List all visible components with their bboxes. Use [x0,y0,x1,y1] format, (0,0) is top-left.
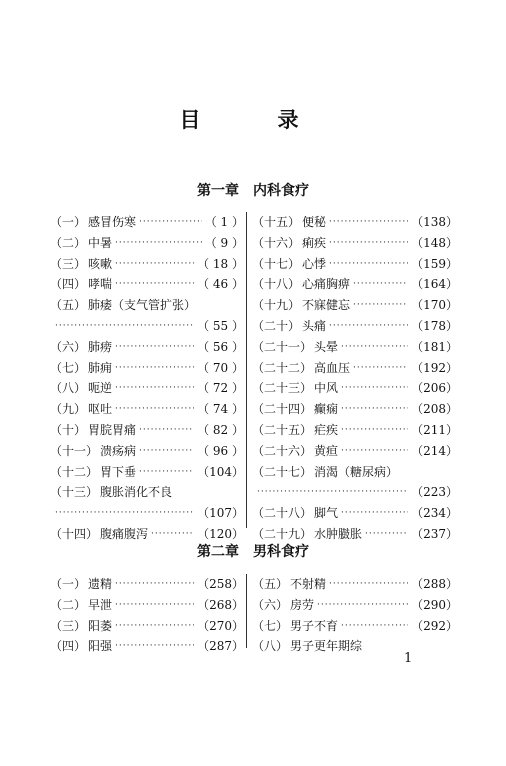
entry-number: （十） [50,422,87,437]
entry-title: 腹胀消化不良 [100,485,173,500]
entry-title: 肺痿（支气管扩张） [88,298,197,313]
toc-entry[interactable] [50,503,244,524]
entry-title: 水肿臌胀 [314,526,363,541]
leader-dots [341,503,408,524]
chapter-2-left-column [50,574,244,657]
toc-entry[interactable] [50,482,244,503]
toc-entry[interactable] [252,616,458,637]
leader-dots [115,616,194,637]
chapter-heading-2: 第二章 男科食疗 [197,544,309,560]
leader-dots [329,233,408,254]
toc-entry[interactable] [252,274,458,295]
toc-entry[interactable] [252,503,458,524]
entry-number: （三） [50,256,87,271]
toc-entry[interactable] [50,337,244,358]
entry-title: 头晕 [314,339,339,354]
entry-title: 胃下垂 [100,464,137,479]
leader-dots [353,274,408,295]
toc-entry[interactable] [50,295,244,316]
entry-page-number: （214） [411,443,458,458]
toc-entry[interactable] [252,441,458,462]
toc-entry[interactable] [50,595,244,616]
entry-number: （九） [50,402,87,417]
entry-number: （六） [252,597,289,612]
chapter-1-right-column [252,212,458,545]
toc-entry[interactable] [50,358,244,379]
entry-title: 不射精 [290,577,327,591]
toc-entry[interactable] [50,636,244,657]
leader-dots [115,378,194,399]
leader-dots [329,574,408,595]
entry-title: 阳萎 [88,618,113,633]
entry-page-number: （287） [197,639,244,654]
entry-page-number: （192） [411,360,458,375]
toc-entry[interactable] [50,441,244,462]
toc-entry[interactable] [252,462,458,483]
toc-entry[interactable] [50,233,244,254]
chapter-1-left-column [50,212,244,545]
leader-dots [257,482,408,503]
entry-number: （十七） [252,256,301,271]
entry-title: 消渴（糖尿病） [314,464,399,479]
entry-page-number: （181） [411,339,458,354]
entry-title: 便秘 [302,215,327,229]
entry-page-number: （104） [197,464,244,479]
entry-title: 癫痫 [314,402,339,417]
entry-title: 疟疾 [314,422,339,437]
entry-page-number: （206） [411,381,458,396]
entry-page-number: （ 1 ） [204,215,244,229]
toc-entry[interactable] [50,399,244,420]
chapter-2-right-column [252,574,458,657]
toc-entry[interactable] [50,462,244,483]
entry-page-number: （ 9 ） [204,235,244,250]
entry-title: 中暑 [88,235,113,250]
entry-number: （十二） [50,464,99,479]
entry-number: （二十） [252,318,301,333]
leader-dots [317,595,408,616]
entry-page-number: （223） [411,485,458,500]
entry-number: （二） [50,235,87,250]
entry-title: 头痛 [302,318,327,333]
leader-dots [115,337,194,358]
entry-page-number: （ 56 ） [197,339,244,354]
leader-dots [139,462,194,483]
entry-number: （五） [252,577,289,591]
leader-dots [115,358,194,379]
entry-page-number: （ 96 ） [197,443,244,458]
entry-title: 胃脘胃痛 [88,422,137,437]
column-divider [246,212,247,528]
entry-number: （二十五） [252,422,313,437]
leader-dots [341,378,408,399]
entry-number: （六） [50,339,87,354]
toc-entry[interactable] [252,337,458,358]
entry-page-number: （258） [197,577,244,591]
entry-page-number: （290） [411,597,458,612]
entry-page-number: （234） [411,506,458,521]
entry-number: （四） [50,639,87,654]
entry-number: （二十四） [252,402,313,417]
entry-page-number: （288） [411,577,458,591]
entry-title: 中风 [314,381,339,396]
leader-dots [115,274,194,295]
entry-number: （十三） [50,485,99,500]
entry-page-number: （148） [411,235,458,250]
toc-entry[interactable] [252,636,458,657]
toc-entry[interactable] [50,254,244,275]
entry-number: （十五） [252,215,301,229]
entry-number: （二十三） [252,381,313,396]
entry-page-number: （292） [411,618,458,633]
entry-title: 哮喘 [88,277,113,292]
entry-number: （三） [50,618,87,633]
entry-number: （七） [50,360,87,375]
entry-title: 高血压 [314,360,351,375]
toc-entry[interactable] [252,399,458,420]
toc-entry[interactable] [50,420,244,441]
entry-number: （四） [50,277,87,292]
entry-number: （二十一） [252,339,313,354]
entry-title: 房劳 [290,597,315,612]
entry-page-number: （107） [197,506,244,521]
entry-title: 脚气 [314,506,339,521]
page-number: 1 [404,651,413,666]
toc-entry[interactable] [50,378,244,399]
entry-title: 肺痨 [88,339,113,354]
entry-title: 男子更年期综 [290,639,363,654]
entry-page-number: （ 55 ） [197,318,244,333]
leader-dots [139,441,194,462]
leader-dots [353,295,408,316]
entry-number: （二十七） [252,464,313,479]
entry-number: （七） [252,618,289,633]
entry-title: 心痛胸痹 [302,277,351,292]
entry-title: 心悸 [302,256,327,271]
entry-page-number: （138） [411,215,458,229]
toc-entry[interactable] [50,316,244,337]
entry-page-number: （ 70 ） [197,360,244,375]
entry-title: 肺痈 [88,360,113,375]
toc-entry[interactable] [252,212,458,233]
toc-entry[interactable] [252,378,458,399]
toc-entry[interactable] [252,574,458,595]
entry-title: 不寐健忘 [302,298,351,313]
entry-number: （一） [50,215,87,229]
leader-dots [55,503,194,524]
leader-dots [139,212,202,233]
entry-page-number: （159） [411,256,458,271]
entry-number: （八） [50,381,87,396]
entry-title: 腹痛腹泻 [100,526,149,541]
entry-title: 黄疸 [314,443,339,458]
entry-page-number: （164） [411,277,458,292]
toc-entry[interactable] [252,482,458,503]
entry-number: （八） [252,639,289,654]
entry-number: （十八） [252,277,301,292]
toc-entry[interactable] [252,358,458,379]
chapter-heading-1: 第一章 内科食疗 [197,183,309,199]
entry-title: 痢疾 [302,235,327,250]
entry-number: （五） [50,298,87,313]
toc-entry[interactable] [252,233,458,254]
leader-dots [329,254,408,275]
toc-entry[interactable] [50,616,244,637]
column-divider [246,574,247,648]
toc-entry[interactable] [252,316,458,337]
leader-dots [55,316,194,337]
leader-dots [115,399,194,420]
toc-entry[interactable] [252,595,458,616]
entry-title: 呕吐 [88,402,113,417]
leader-dots [329,316,408,337]
leader-dots [115,254,194,275]
entry-page-number: （ 18 ） [197,256,244,271]
toc-entry[interactable] [50,574,244,595]
entry-title: 遗精 [88,577,113,591]
entry-title: 咳嗽 [88,256,113,271]
entry-number: （二十九） [252,526,313,541]
entry-page-number: （237） [411,526,458,541]
toc-entry[interactable] [252,420,458,441]
leader-dots [341,441,408,462]
entry-page-number: （ 82 ） [197,422,244,437]
toc-entry[interactable] [50,212,244,233]
toc-entry[interactable] [252,254,458,275]
entry-number: （十九） [252,298,301,313]
entry-title: 感冒伤寒 [88,215,137,229]
entry-page-number: （270） [197,618,244,633]
entry-number: （二十八） [252,506,313,521]
leader-dots [115,595,194,616]
entry-number: （十四） [50,526,99,541]
entry-number: （十六） [252,235,301,250]
leader-dots [353,358,408,379]
page-title: 目 录 [179,108,327,132]
entry-page-number: （120） [197,526,244,541]
leader-dots [139,420,194,441]
entry-title: 男子不育 [290,618,339,633]
leader-dots [341,399,408,420]
leader-dots [341,337,408,358]
entry-number: （二十二） [252,360,313,375]
entry-title: 早泄 [88,597,113,612]
entry-page-number: （ 74 ） [197,402,244,417]
leader-dots [115,574,194,595]
leader-dots [115,636,194,657]
toc-entry[interactable] [50,274,244,295]
leader-dots [341,616,408,637]
entry-title: 阳强 [88,639,113,654]
entry-page-number: （211） [411,422,458,437]
entry-page-number: （ 72 ） [197,381,244,396]
entry-page-number: （ 46 ） [197,277,244,292]
entry-page-number: （268） [197,597,244,612]
entry-title: 溃疡病 [100,443,137,458]
entry-number: （二） [50,597,87,612]
entry-page-number: （170） [411,298,458,313]
entry-title: 呃逆 [88,381,113,396]
entry-page-number: （178） [411,318,458,333]
entry-number: （十一） [50,443,99,458]
leader-dots [341,420,408,441]
entry-number: （一） [50,577,87,591]
leader-dots [115,233,202,254]
toc-entry[interactable] [252,295,458,316]
leader-dots [329,212,408,233]
entry-number: （二十六） [252,443,313,458]
entry-page-number: （208） [411,402,458,417]
